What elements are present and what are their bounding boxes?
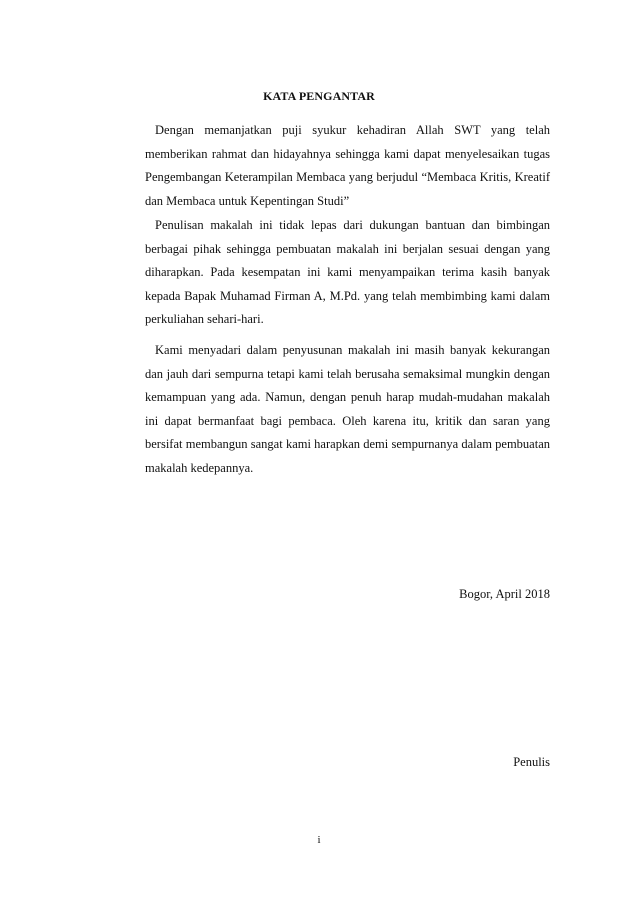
author-signature: Penulis: [513, 755, 550, 769]
paragraph-closing: Kami menyadari dalam penyusunan makalah ini masih banyak kekurangan dan jauh dari sempurna tetapi kami telah berusaha semaksimal mungkin dengan kemampuan yang ada. Namun, dengan penuh harap mudah-mudahan makalah ini dapat bermanfaat bagi pembaca. Oleh karena itu, kritik dan saran yang bersifat membangun sangat kami harapkan demi sempurnanya dalam pembuatan makalah kedepannya.: [145, 343, 550, 475]
paragraph-opening: Dengan memanjatkan puji syukur kehadiran Allah SWT yang telah memberikan rahmat dan hidayahnya sehingga kami dapat menyelesaikan tugas Pengembangan Keterampilan Membaca yang berjudul “Membaca Kritis, Kreatif dan Membaca untuk Kepentingan Studi”: [145, 123, 550, 208]
paragraph-acknowledgement: Penulisan makalah ini tidak lepas dari dukungan bantuan dan bimbingan berbagai pihak sehingga pembuatan makalah ini berjalan sesuai dengan yang diharapkan. Pada kesempatan ini kami menyampaikan terima kasih banyak kepada Bapak Muhamad Firman A, M.Pd. yang telah membimbing kami dalam perkuliahan sehari-hari.: [145, 218, 550, 327]
place-date: Bogor, April 2018: [459, 587, 550, 601]
page-title: KATA PENGANTAR: [263, 89, 375, 103]
page-number: i: [317, 834, 321, 846]
